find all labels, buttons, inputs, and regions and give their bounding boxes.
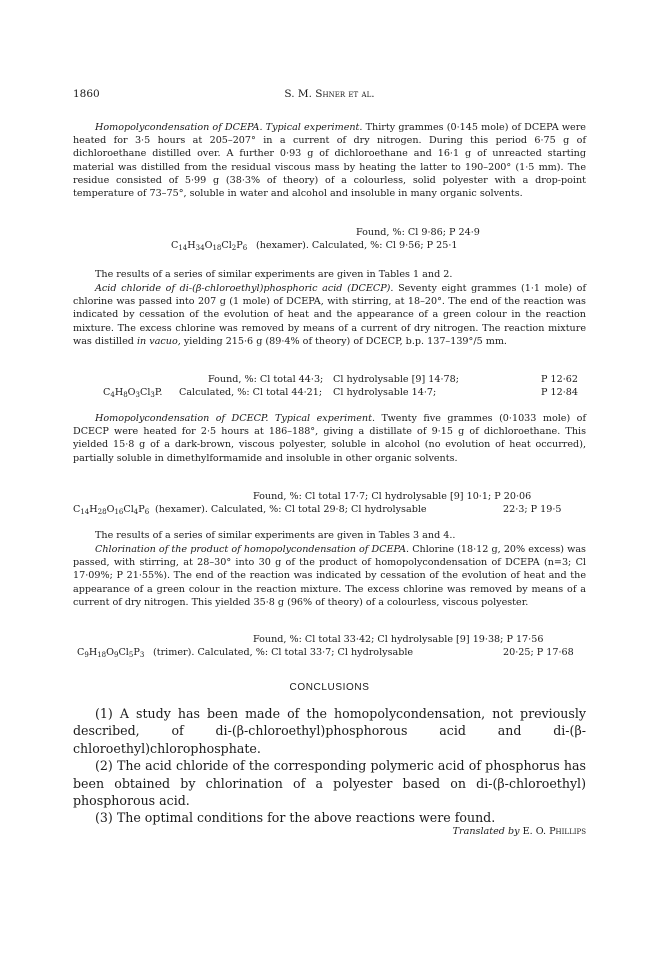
paragraph-tables-1-2: The results of a series of similar experiments are given in Tables 1 and 2. (95, 269, 453, 280)
section-title: Homopolycondensation of DCEPA. Typical experiment. (95, 122, 363, 133)
page-number: 1860 (73, 88, 100, 100)
paragraph-text: Seventy eight grammes (1·1 mole) of chlorine was passed into 207 g (1 mole) of DCEPA, with stirring, at 18–20°. The end of the reaction was indicated by cessation of the evolution of heat and the appearance of a green colour in the reaction mixture. The excess chlorine was removed by means of a current of dry nitrogen. The reaction mixture was distilled (73, 283, 587, 347)
paragraph-text: Chlorine (18·12 g, 20% excess) was passed, with stirring, at 28–30° into 30 g of the product of homopolycondensation of DCEPA (n=3; Cl 17·09%; P 21·55%). The end of the reaction was indicated by cessation of the evolution of heat and the appearance of a green colour in the reaction mixture. The excess chlorine was removed by means of a current of dry nitrogen. This yielded 35·8 g (96% of theory) of a colourless, viscous polyester. (73, 544, 586, 608)
translator-credit: Translated by E. O. Phillips (452, 826, 586, 837)
paragraph-dcecp-preparation: Acid chloride of di-(β-chloroethyl)phosphoric acid (DCECP). Seventy eight grammes (1·1 mole) of chlorine was passed into 207 g (1 mole) of DCEPA, with stirring, at 18–20°. The end of the reaction was indicated by cessation of the evolution of heat and the appearance of a green colour in the reaction mixture. The excess chlorine was removed by means of a current of dry nitrogen. The reaction mixture was distilled in vacuo, yielding 215·6 g (89·4% of theory) of DCECP, b.p. 137–139°/5 mm. (73, 283, 587, 347)
paragraph-dcecp-experiment (73, 412, 586, 465)
analysis-3: Found, %: Cl total 17·7; Cl hydrolysable [9] 10·1; P 20·06 $C_{14}H_{28}O_{16}Cl_4P_6$ (hexamer). Calculated, %: Cl total 29·8; Cl hydrolysable 22·3; P 19·5 (73, 491, 562, 517)
section-title: Chlorination of the product of homopolycondensation of DCEPA. (95, 544, 410, 555)
conclusion-item: (1) A study has been made of the homopolycondensation, not previously described, of di-(β-chloroethyl)phosphorous acid and di-(β-chloroethyl)chlorophosphate. (73, 706, 586, 756)
conclusion-item: (3) The optimal conditions for the above reactions were found. (95, 810, 496, 826)
section-title: Acid chloride of di-(β-chloroethyl)phosphoric acid (DCECP). (95, 283, 394, 294)
conclusions-list (73, 705, 586, 827)
found-values: Found, %: Cl 9·86; P 24·9 (356, 227, 480, 238)
conclusion-item: (2) The acid chloride of the corresponding polymeric acid of phosphorus has been obtained by chlorination of a polyester based on di-(β-chloroethyl) phosphorous acid. (73, 758, 586, 809)
paragraph-chlorination (73, 543, 586, 609)
analysis-2: Found, %: Cl total 44·3; Cl hydrolysable [9] 14·78; P 12·62 $C_4H_8O_3Cl_3P$. Calculated, %: Cl total 44·21; Cl hydrolysable 14·7; P 12·84 (103, 374, 578, 400)
paragraph-dcepa-experiment (73, 121, 586, 200)
molecular-formula: $C_4H_8O_3Cl_3P$. (103, 387, 163, 400)
paragraph-tables-3-4: The results of a series of similar experiments are given in Tables 3 and 4.. (95, 530, 456, 541)
running-header (73, 88, 586, 102)
conclusions-heading: CONCLUSIONS (289, 682, 370, 693)
translator-name: E. O. Phillips (522, 826, 586, 837)
calculated-values: (hexamer). Calculated, %: Cl 9·56; P 25·1 (256, 240, 458, 252)
paragraph-text: Thirty grammes (0·145 mole) of DCEPA were heated for 3·5 hours at 205–207° in a current of dry nitrogen. During this period 6·75 g of dichloroethane distilled over. A further 0·93 g of dichloroethane and 16·1 g of unreacted starting material was distilled from the residual viscous mass by heating the latter to 190–200° (1·5 mm). The residue consisted of 5·99 g (38·3% of theory) of a colourless, solid polyester with a drop-point temperature of 73–75°, soluble in water and alcohol and insoluble in many organic solvents. (73, 122, 586, 200)
analysis-4: Found, %: Cl total 33·42; Cl hydrolysable [9] 19·38; P 17·56 $C_9H_{18}O_9Cl_5P_3$ (trimer). Calculated, %: Cl total 33·7; Cl hydrolysable 20·25; P 17·68 (77, 634, 574, 660)
molecular-formula: $C_{14}H_{34}O_{18}Cl_2P_6$ (171, 240, 248, 253)
running-authors: S. M. Shner et al. (284, 88, 375, 100)
molecular-formula: $C_{14}H_{28}O_{16}Cl_4P_6$ (73, 504, 150, 517)
section-title: Homopolycondensation of DCECP. Typical experiment. (95, 413, 376, 424)
paragraph-text: Twenty five grammes (0·1033 mole) of DCECP were heated for 2·5 hours at 186–188°, giving a distillate of 9·15 g of dichloroethane. This yielded 15·8 g of a dark-brown, viscous polyester, soluble in alcohol (no evolution of heat occurred), partially soluble in dimethylformamide and insoluble in other organic solvents. (73, 413, 587, 464)
analysis-1 (73, 227, 586, 253)
molecular-formula: $C_9H_{18}O_9Cl_5P_3$ (77, 647, 145, 660)
